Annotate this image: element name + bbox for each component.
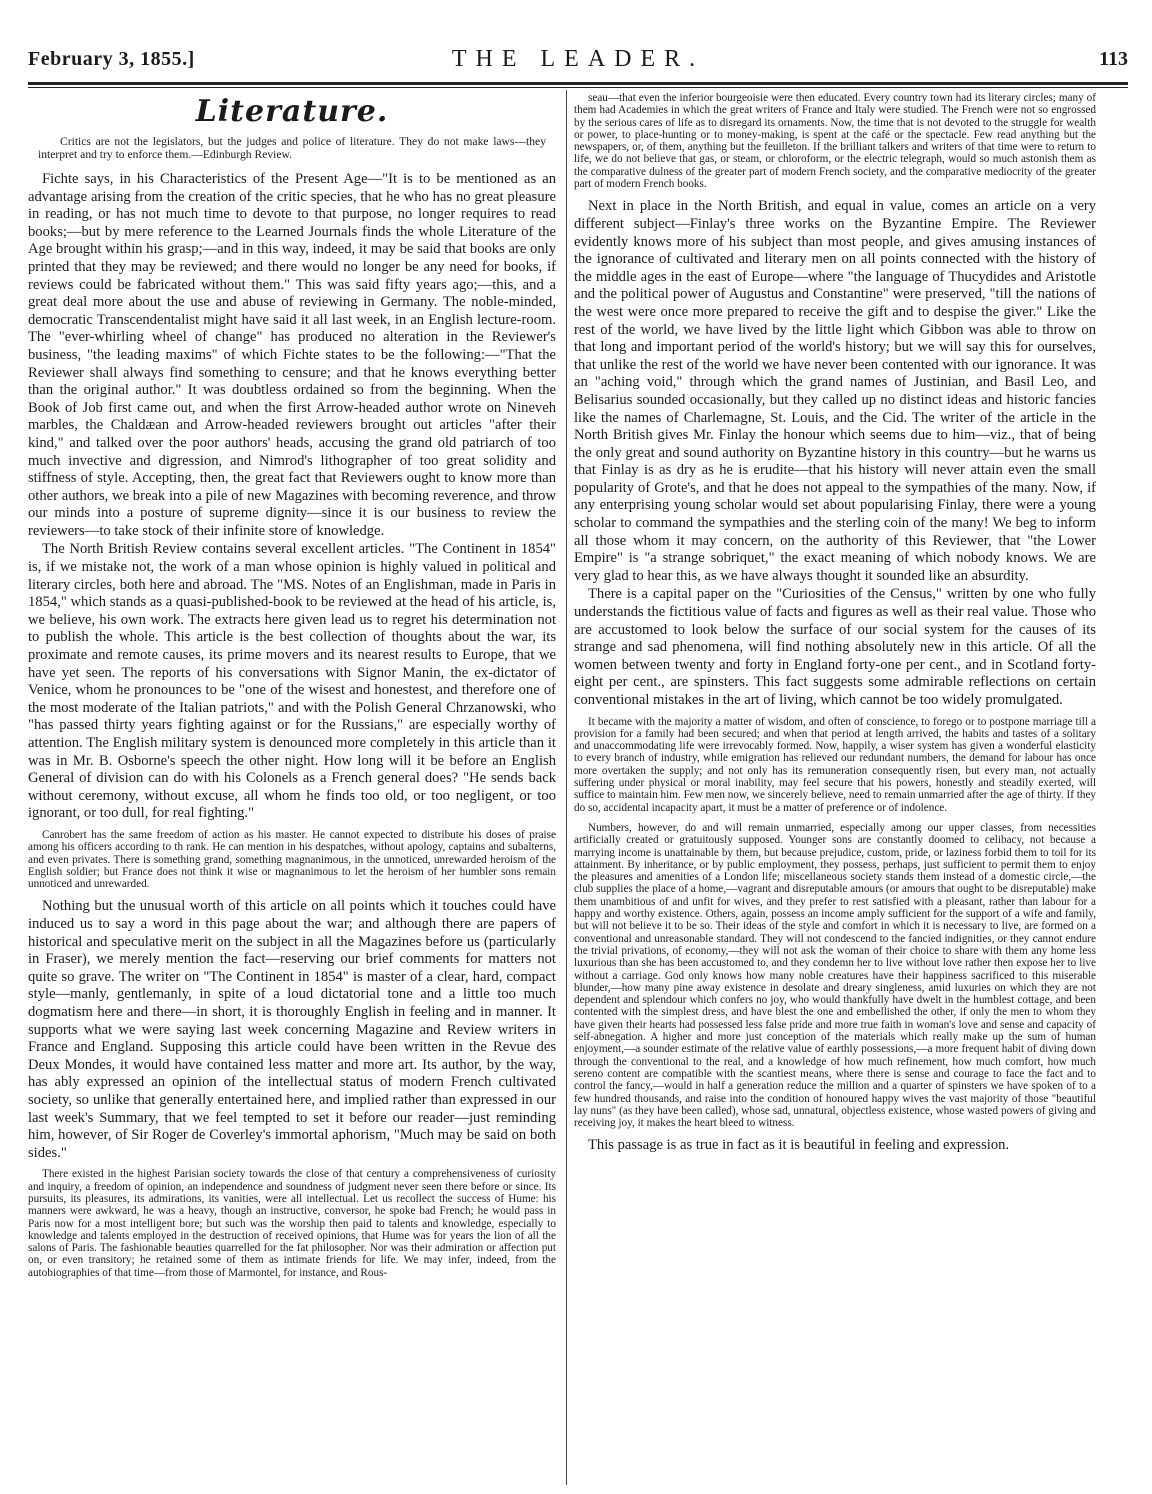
epigraph: Critics are not the legislators, but the judges and police of literature. They do not make laws—they interpret and try to enforce them.—Edinburgh Review. — [38, 135, 546, 161]
issue-date: February 3, 1855.] — [28, 48, 195, 70]
paragraph-closing: This passage is as true in fact as it is beautiful in feeling and expression. — [588, 1137, 1010, 1154]
left-column — [28, 92, 556, 1488]
newspaper-title: THE LEADER. — [451, 46, 705, 72]
right-column — [574, 92, 1096, 1488]
page-number: 113 — [1099, 48, 1128, 70]
masthead-rule-thick — [28, 82, 1128, 85]
quote-marriage: It became with the majority a matter of wisdom, and often of conscience, to forego or to postpone marriage till a provision for a family had been secured; and when that period at length arrived, the habits and tastes of a solitary and unaccommodating life were irrevocably formed. Now, happily, a wiser system has given a wonderful elasticity to every branch of industry, while emigration has relieved our redundant numbers, the demand for labour has once more overtaken the supply; and not only has its remuneration consequently risen, but every man, not actually suffering under physical or moral inability, may feel secure that his powers, honestly and steadily exerted, will suffice to maintain him. Few men now, we sincerely believe, need to remain unmarried after the age of thirty. If they do so, accidental incapacity apart, it must be a matter of preference or of indolence. — [574, 715, 1096, 814]
column-divider — [566, 90, 567, 1485]
quote-unmarried: Numbers, however, do and will remain unmarried, especially among our upper classes, from necessities artificially created or gratuitously supposed. Younger sons are constantly doomed to celibacy, not because a marrying income is unattainable by them, but because prejudice, custom, pride, or laziness forbid them to toil for its attainment. By inheritance, or by public employment, they possess, perhaps, just sufficient to permit them to enjoy the pleasures and amenities of a London life; miscellaneous society stands them instead of a domestic circle,—the club supplies the place of a home,—vagrant and disreputable amours (or amours that ought to be disreputable) make them unambitious of and unfit for wives, and they prefer to rest satisfied with a pleasant, rather than labour for a happy and worthy existence. Others, again, possess an income amply sufficient for the support of a wife and family, but will not believe it to be so. Their ideas of the style and comfort in which it is necessary to live, are formed on a conventional and unreasonable standard. They will not condescend to the fancied indignities, or they cannot endure the trivial privations, of economy,—they will not ask the woman of their choice to share with them any home less luxurious than she has been accustomed to, and they condemn her to live without love rather then expose her to live without a carriage. God only knows how many noble creatures have their happiness sacrificed to this miserable blunder,—how many pine away existence in desolate and dreary singleness, amid luxuries on which they are not dependent and splendour which confers no joy, who would thankfully have dwelt in the humblest cottage, and been contented with the simplest dress, and have blest the one and embellished the other, if only the men to whom they have given their hearts had possessed less false pride and more true faith in woman's love and sense and capacity of self-abnegation. A higher and more just conception of the materials which really make up the sum of human enjoyment,—a sounder estimate of the relative value of earthly possessions,—a more frequent habit of diving down through the conventional to the real, and a knowledge of how much refinement, how much comfort, how much sereno content are compatible with the scantiest means, where there is sense and courage to face the fact and to control the fancy,—would in half a generation reduce the million and a quarter of spinsters we have spoken of to a few hundred thousands, and raise into the condition of honoured happy wives the vast majority of those "beautiful lay nuns" (as they have been called), whose sad, unnatural, objectless existence, whose wasted powers of giving and receiving joy, it makes the heart bleed to witness. — [574, 821, 1096, 1130]
masthead — [28, 46, 1128, 80]
paragraph-continent: Nothing but the unusual worth of this article on all points which it touches could have induced us to say a word in this page about the war; and although there are papers of historical and speculative merit on the subject in all the Magazines before us (particularly in Fraser), we merely mention the fact—reserving our brief comments for matters not quite so grave. The writer on "The Continent in 1854" is master of a clear, hard, compact style—manly, gentlemanly, in spite of a loud dictatorial tone and a little too much dogmatism here and there—in short, it is thoroughly English in feeling and in manner. It supports what we were saying last week concerning Magazine and Review writers in France and England. Supposing this article could have been written in the Revue des Deux Mondes, it would have contained less matter and more art. Its author, by the way, has ably expressed an opinion of the intellectual status of modern French cultivated society, so unlike that generally entertained here, and implied rather than expressed in our last week's Summary, that we feel tempted to set it before our reader—just reminding him, however, of Sir Roger de Coverley's immortal aphorism, "Much may be said on both sides." — [28, 898, 556, 1161]
masthead-rule-thin — [28, 87, 1128, 88]
quote-canrobert: Canrobert has the same freedom of action as his master. He cannot expected to distribute his doses of praise among his officers according to th rank. He can mention in his despatches, without apology, captains and subalterns, and even privates. There is something grand, something magnanimous, in the unnoticed, unrewarded heroism of the English soldier; but France does not think it wise or magnanimous to let the heroism of her humbler sons remain unnoticed and unrewarded. — [28, 828, 556, 891]
paragraph-finlay: Next in place in the North British, and equal in value, comes an article on a very different subject—Finlay's three works on the Byzantine Empire. The Reviewer evidently knows more of his subject than most people, and gives amusing instances of the ignorance of cultivated and literary men on all points connected with the history of the middle ages in the east of Europe—where "the language of Thucydides and Aristotle and the political power of Augustus and Constantine" were preserved, "till the nations of the west were once more prepared to receive the gift and to despise the giver." Like the rest of the world, we have lived by the little light which Gibbon was able to throw on that long and important period of the world's history; but we will say this for ourselves, that unlike the rest of the world we have never been contented with our ignorance. It was an "aching void," through which the grand names of Justinian, and Basil Leo, and Belisarius sounded occasionally, but they called up no distinct ideas and historic fancies like the names of Charlemagne, St. Louis, and the Cid. The writer of the article in the North British gives Mr. Finlay the honour which seems due to him—viz., that of being the only great and sound authority on Byzantine history in this country—but he warns us that Finlay is as dry as he is erudite—that his history will never attain even the small popularity of Grote's, and that he does not appeal to the sympathies of the many. Now, if any enterprising young scholar would set about popularising Finlay, there were a young scholar to command the sympathies and the sterling coin of the many! We beg to inform all those whom it may concern, on the authority of this Reviewer, that "the Lower Empire" is "a strange sobriquet," the exact meaning of which nobody knows. We are very glad to hear this, as we have always thought it sounded like an absurdity. — [574, 198, 1096, 584]
paragraph-fichte: Fichte says, in his Characteristics of the Present Age—"It is to be mentioned as an advantage arising from the creation of the critic species, that he who has no great pleasure in reading, or has not much time to devote to that purpose, no longer requires to read books;—but by mere reference to the Learned Journals finds the whole Literature of the Age brought within his grasp;—and in this way, indeed, it may be said that books are only printed that they may be reviewed; and there would no longer be any need for books, if reviews could be fabricated without them." This was said fifty years ago;—this, and a great deal more about the use and abuse of reviewing in Germany. The noble-minded, democratic Transcendentalist might have said it all last week, in an English lecture-room. The "ever-whirling wheel of change" has produced no alteration in the Reviewer's business, "the leading maxims" of which Fichte states to be the following:—"That the Reviewer shall always find something to censure; and that he knows everything better than the original author." It was doubtless ordained so from the beginning. When the Book of Job first came out, and when the first Arrow-headed author wrote on Nineveh marbles, the Chaldæan and Arrow-headed reviewers brought out articles "after their kind," and talked over the poor authors' heads, accusing the grand old patriarch of too much invective and digression, and Nimrod's lithographer of too great solidity and stiffness of style. Accepting, then, the great fact that Reviewers ought to know more than other authors, we break into a pile of new Magazines with becoming reverence, and throw our minds into a posture of supreme dignity—since it is our business to review the reviewers—to take stock of their infinite store of knowledge. — [28, 171, 556, 539]
quote-parisian-society: There existed in the highest Parisian society towards the close of that century a comprehensiveness of curiosity and inquiry, a freedom of opinion, an independence and soundness of judgment never seen there before or since. Its pursuits, its pleasures, its admirations, its vanities, were all intellectual. Let us recollect the success of Hume: his manners were awkward, he was a heavy, though an instructive, conversor, he spoke bad French; he would pass in Paris now for a most intelligent bore; but such was the worship then paid to talents and knowledge, especially to knowledge and talents employed in the destruction of received opinions, that Hume was for years the lion of all the salons of Paris. The fashionable beauties quarrelled for the fat philosopher. Nor was their admiration or affection put on, or even transitory; he retained some of them as intimate friends for life. We may infer, indeed, from the autobiographies of that time—from those of Marmontel, for instance, and Rous- — [28, 1168, 556, 1279]
section-heading: Literature. — [195, 94, 389, 129]
paragraph-north-british: The North British Review contains several excellent articles. "The Continent in 1854" is, if we mistake not, the work of a man whose opinion is highly valued in political and literary circles, both here and abroad. The "MS. Notes of an Englishman, made in Paris in 1854," which stands as a quasi-published-book to be reviewed at the head of his article, is, we believe, his own work. The extracts here given lead us to regret his determination not to publish the whole. This article is the best collection of thoughts about the war, its proximate and remote causes, its prime movers and its nearest results to Europe, that we have yet seen. The reports of his conversations with Signor Manin, the ex-dictator of Venice, whom he pronounces to be "one of the wisest and honestest, and therefore one of the most moderate of the Italian patriots," and with the Polish General Chrzanowski, who "has passed thirty years fighting against or for the Russians," are especially worthy of attention. The English military system is denounced more completely in this article than it was in Mr. B. Osborne's speech the other night. How long will it be before an English General of division can do with his Colonels as a French general does? "He sends back without ceremony, without excuse, all whom he finds too old, or too negligent, or too ignorant, or too dull, for real fighting." — [28, 541, 556, 822]
paragraph-census: There is a capital paper on the "Curiosities of the Census," written by one who fully understands the fictitious value of facts and figures as well as their real value. Those who are accustomed to look below the surface of our social system for the causes of its strange and sad phenomena, will find nothing absolutely new in this article. Of all the women between twenty and forty in England forty-one per cent., and in Scotland forty-eight per cent., are spinsters. This fact suggests some admirable reflections on certain conventional mistakes in the art of living, which cannot be too widely promulgated. — [574, 586, 1096, 708]
quote-continuation: seau—that even the inferior bourgeoisie were then educated. Every country town had its literary circles; many of them had Academies in which the great writers of France and Italy were studied. The French were not so engrossed by the serious cares of life as to disregard its ornaments. Now, the time that is not devoted to the struggle for wealth or power, to place-hunting or to money-making, is spent at the café or the spectacle. Few read anything but the newspapers, or, of them, anything but the feuilleton. If the brilliant talkers and writers of that time were to return to life, we do not believe that gas, or steam, or chloroform, or the electric telegraph, would so much astonish them as the comparative dulness of the greater part of modern French society, and the comparative mediocrity of the greater part of modern French books. — [574, 92, 1096, 191]
